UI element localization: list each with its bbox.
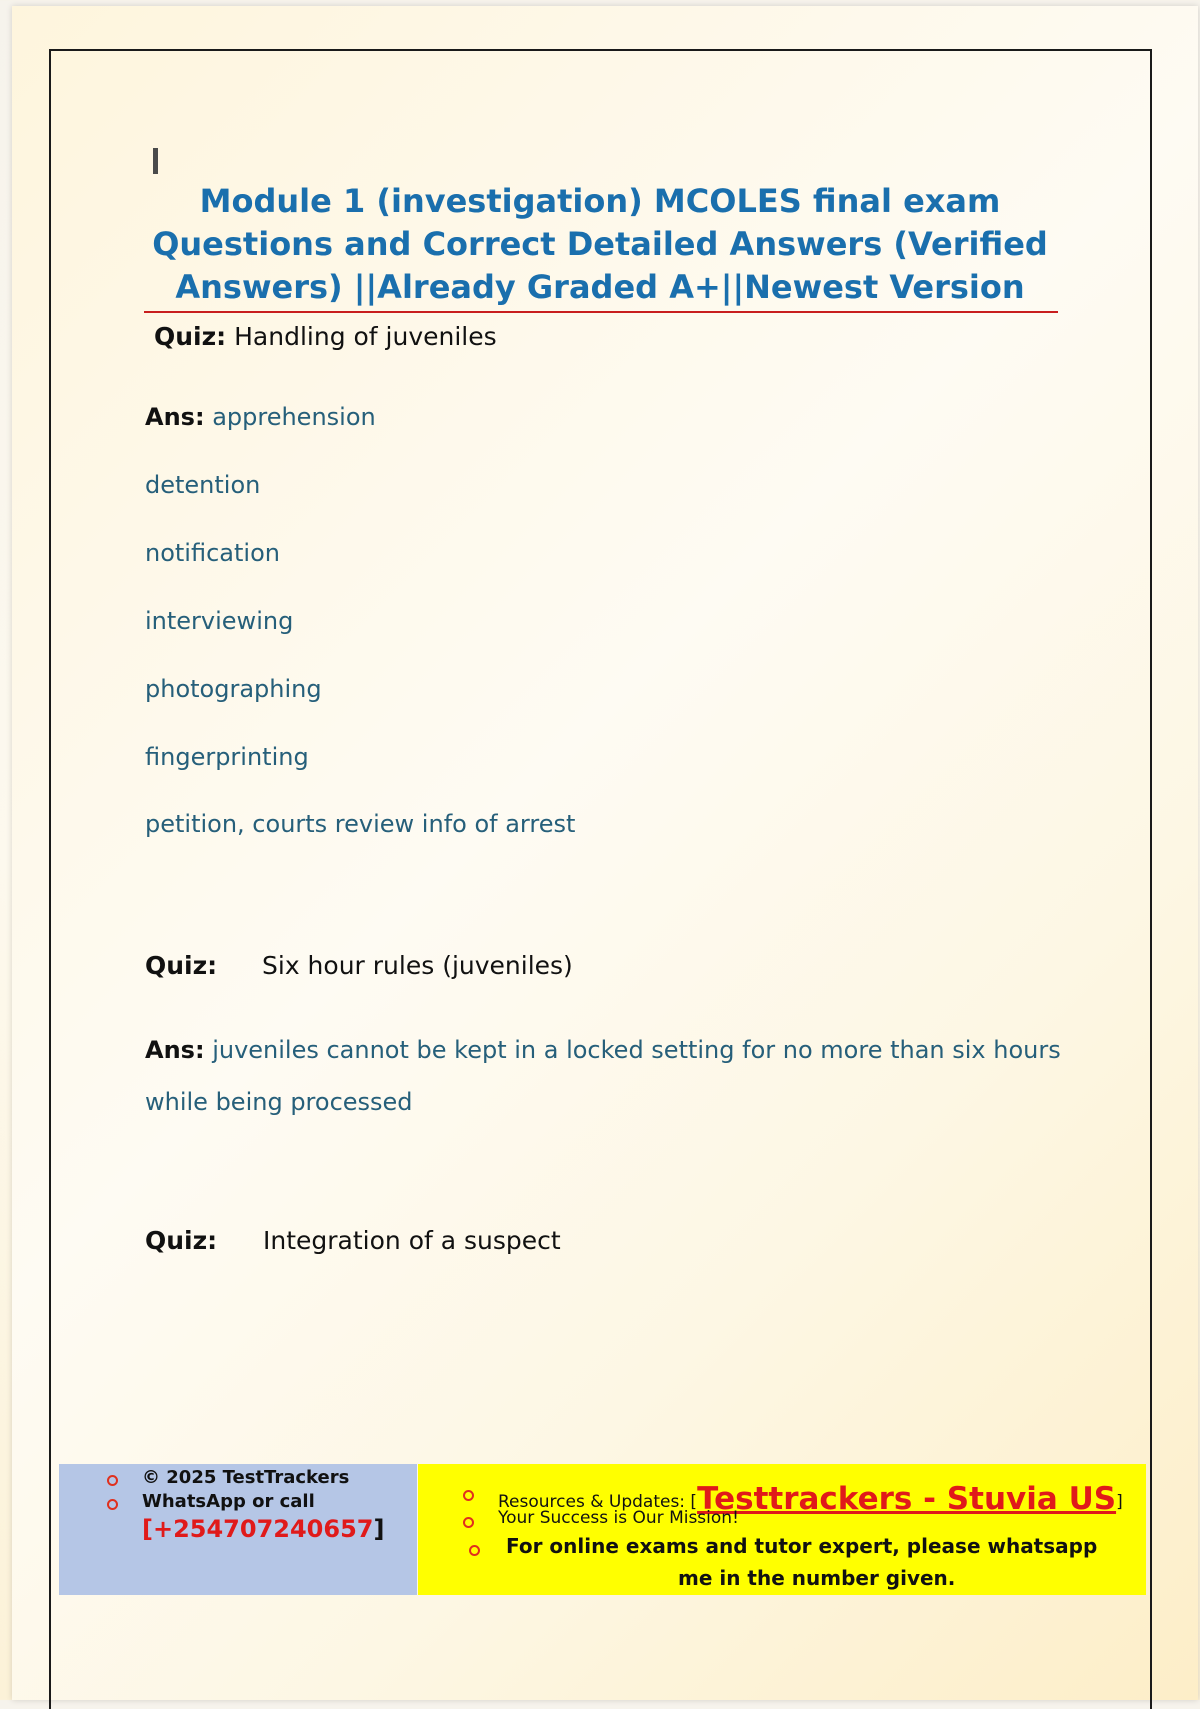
phone-line [142, 1515, 384, 1543]
whatsapp-label: WhatsApp or call [142, 1491, 315, 1512]
bullet-icon [463, 1517, 474, 1528]
answer-line: while being processed [145, 1088, 413, 1116]
answer-line: fingerprinting [145, 743, 309, 771]
answer-label: Ans: [145, 1036, 205, 1064]
bullet-icon [107, 1499, 118, 1510]
document-title: Module 1 (investigation) MCOLES final exam Questions and Correct Detailed Answers (Verified Answers) ||Already Graded A+||Newest Version [152, 182, 1048, 306]
bullet-icon [107, 1475, 118, 1486]
quiz-question: Integration of a suspect [263, 1226, 561, 1255]
quiz-question: Handling of juveniles [234, 322, 497, 351]
quiz-label: Quiz: [145, 1226, 218, 1255]
bracket: [ [142, 1515, 153, 1543]
quiz-2 [145, 951, 217, 980]
copyright-text: © 2025 TestTrackers [142, 1467, 350, 1488]
quiz-label: Quiz: [154, 322, 227, 351]
title-underline [144, 311, 1058, 313]
promo-line-2: me in the number given. [678, 1566, 956, 1590]
answer-line: petition, courts review info of arrest [145, 810, 576, 838]
bracket: ] [1116, 1492, 1123, 1512]
answer-line [145, 1036, 1061, 1064]
bullet-icon [463, 1490, 474, 1501]
stuvia-link[interactable]: Testtrackers - Stuvia US [697, 1481, 1117, 1517]
answer-line: notification [145, 539, 280, 567]
mission-text: Your Success is Our Mission! [498, 1508, 739, 1528]
answer-text: apprehension [212, 403, 376, 431]
answer-line: detention [145, 471, 261, 499]
answer-line: interviewing [145, 607, 294, 635]
promo-line-1: For online exams and tutor expert, please whatsapp [506, 1534, 1098, 1558]
phone-number[interactable]: +254707240657 [152, 1515, 374, 1543]
quiz-1 [154, 322, 497, 351]
answer-line: photographing [145, 675, 322, 703]
resources-label: Resources & Updates: [ [498, 1492, 698, 1512]
answer-label: Ans: [145, 403, 205, 431]
answer-line [145, 403, 376, 431]
footer-promo-box [418, 1464, 1146, 1595]
bullet-icon [469, 1545, 480, 1556]
bracket: ] [373, 1515, 385, 1543]
quiz-question: Six hour rules (juveniles) [262, 951, 573, 980]
quiz-label: Quiz: [145, 951, 218, 980]
text-cursor-mark [153, 148, 158, 174]
answer-text: juveniles cannot be kept in a locked setting for no more than six hours [212, 1036, 1061, 1064]
quiz-3 [145, 1226, 217, 1255]
footer-contact-box [59, 1464, 417, 1595]
